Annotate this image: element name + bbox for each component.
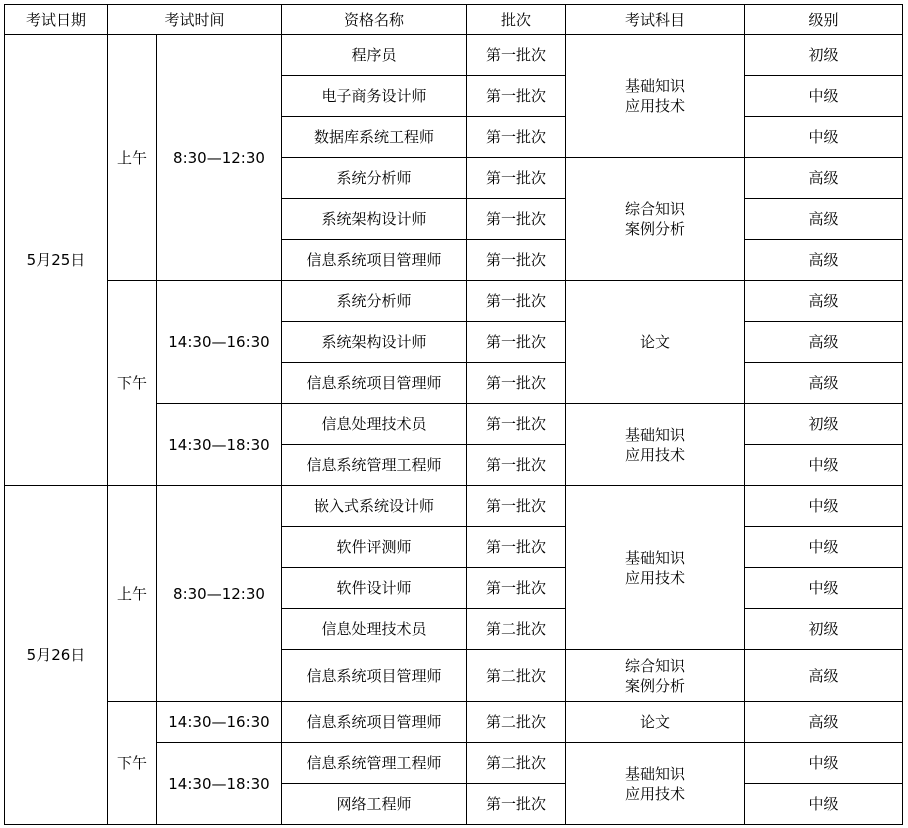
time-slot-cell: 14:30—16:30 <box>157 281 282 404</box>
qualification-cell: 软件评测师 <box>282 527 467 568</box>
batch-cell: 第一批次 <box>467 240 566 281</box>
level-cell: 中级 <box>745 743 903 784</box>
subject-cell: 基础知识 应用技术 <box>566 486 745 650</box>
batch-cell: 第一批次 <box>467 404 566 445</box>
level-cell: 初级 <box>745 35 903 76</box>
period-cell: 上午 <box>108 486 157 702</box>
batch-cell: 第一批次 <box>467 117 566 158</box>
header-time: 考试时间 <box>108 5 282 35</box>
batch-cell: 第一批次 <box>467 199 566 240</box>
level-cell: 中级 <box>745 76 903 117</box>
level-cell: 中级 <box>745 784 903 825</box>
level-cell: 中级 <box>745 486 903 527</box>
batch-cell: 第二批次 <box>467 650 566 702</box>
period-cell: 上午 <box>108 35 157 281</box>
qualification-cell: 系统架构设计师 <box>282 322 467 363</box>
qualification-cell: 嵌入式系统设计师 <box>282 486 467 527</box>
exam-date-cell: 5月26日 <box>5 486 108 825</box>
subject-cell: 基础知识 应用技术 <box>566 743 745 825</box>
level-cell: 高级 <box>745 702 903 743</box>
qualification-cell: 信息系统项目管理师 <box>282 363 467 404</box>
qualification-cell: 数据库系统工程师 <box>282 117 467 158</box>
subject-cell: 基础知识 应用技术 <box>566 404 745 486</box>
level-cell: 中级 <box>745 527 903 568</box>
header-qualification: 资格名称 <box>282 5 467 35</box>
level-cell: 中级 <box>745 568 903 609</box>
batch-cell: 第一批次 <box>467 784 566 825</box>
header-level: 级别 <box>745 5 903 35</box>
level-cell: 高级 <box>745 158 903 199</box>
batch-cell: 第二批次 <box>467 609 566 650</box>
table-row <box>5 35 903 76</box>
qualification-cell: 程序员 <box>282 35 467 76</box>
batch-cell: 第一批次 <box>467 363 566 404</box>
period-cell: 下午 <box>108 281 157 486</box>
qualification-cell: 信息处理技术员 <box>282 404 467 445</box>
qualification-cell: 软件设计师 <box>282 568 467 609</box>
header-subject: 考试科目 <box>566 5 745 35</box>
time-slot-cell: 8:30—12:30 <box>157 35 282 281</box>
qualification-cell: 信息系统管理工程师 <box>282 445 467 486</box>
subject-cell: 基础知识 应用技术 <box>566 35 745 158</box>
batch-cell: 第一批次 <box>467 445 566 486</box>
batch-cell: 第一批次 <box>467 35 566 76</box>
subject-cell: 综合知识 案例分析 <box>566 158 745 281</box>
batch-cell: 第一批次 <box>467 527 566 568</box>
table-row <box>5 486 903 527</box>
subject-cell: 论文 <box>566 702 745 743</box>
time-slot-cell: 8:30—12:30 <box>157 486 282 702</box>
header-batch: 批次 <box>467 5 566 35</box>
time-slot-cell: 14:30—18:30 <box>157 743 282 825</box>
level-cell: 中级 <box>745 117 903 158</box>
level-cell: 高级 <box>745 199 903 240</box>
period-cell: 下午 <box>108 702 157 825</box>
time-slot-cell: 14:30—18:30 <box>157 404 282 486</box>
subject-cell: 综合知识 案例分析 <box>566 650 745 702</box>
level-cell: 高级 <box>745 650 903 702</box>
level-cell: 高级 <box>745 240 903 281</box>
exam-date-cell: 5月25日 <box>5 35 108 486</box>
batch-cell: 第一批次 <box>467 322 566 363</box>
batch-cell: 第一批次 <box>467 281 566 322</box>
level-cell: 初级 <box>745 609 903 650</box>
header-date: 考试日期 <box>5 5 108 35</box>
batch-cell: 第一批次 <box>467 568 566 609</box>
qualification-cell: 信息系统项目管理师 <box>282 702 467 743</box>
qualification-cell: 信息系统管理工程师 <box>282 743 467 784</box>
qualification-cell: 系统分析师 <box>282 158 467 199</box>
header-row <box>5 5 903 35</box>
subject-cell: 论文 <box>566 281 745 404</box>
batch-cell: 第一批次 <box>467 76 566 117</box>
level-cell: 高级 <box>745 322 903 363</box>
batch-cell: 第一批次 <box>467 158 566 199</box>
level-cell: 高级 <box>745 363 903 404</box>
exam-schedule-table <box>4 4 903 825</box>
qualification-cell: 信息系统项目管理师 <box>282 240 467 281</box>
table-row <box>5 702 903 743</box>
batch-cell: 第一批次 <box>467 486 566 527</box>
batch-cell: 第二批次 <box>467 702 566 743</box>
qualification-cell: 系统分析师 <box>282 281 467 322</box>
level-cell: 中级 <box>745 445 903 486</box>
table-row <box>5 281 903 322</box>
time-slot-cell: 14:30—16:30 <box>157 702 282 743</box>
qualification-cell: 信息系统项目管理师 <box>282 650 467 702</box>
qualification-cell: 信息处理技术员 <box>282 609 467 650</box>
level-cell: 初级 <box>745 404 903 445</box>
qualification-cell: 电子商务设计师 <box>282 76 467 117</box>
level-cell: 高级 <box>745 281 903 322</box>
batch-cell: 第二批次 <box>467 743 566 784</box>
qualification-cell: 系统架构设计师 <box>282 199 467 240</box>
qualification-cell: 网络工程师 <box>282 784 467 825</box>
